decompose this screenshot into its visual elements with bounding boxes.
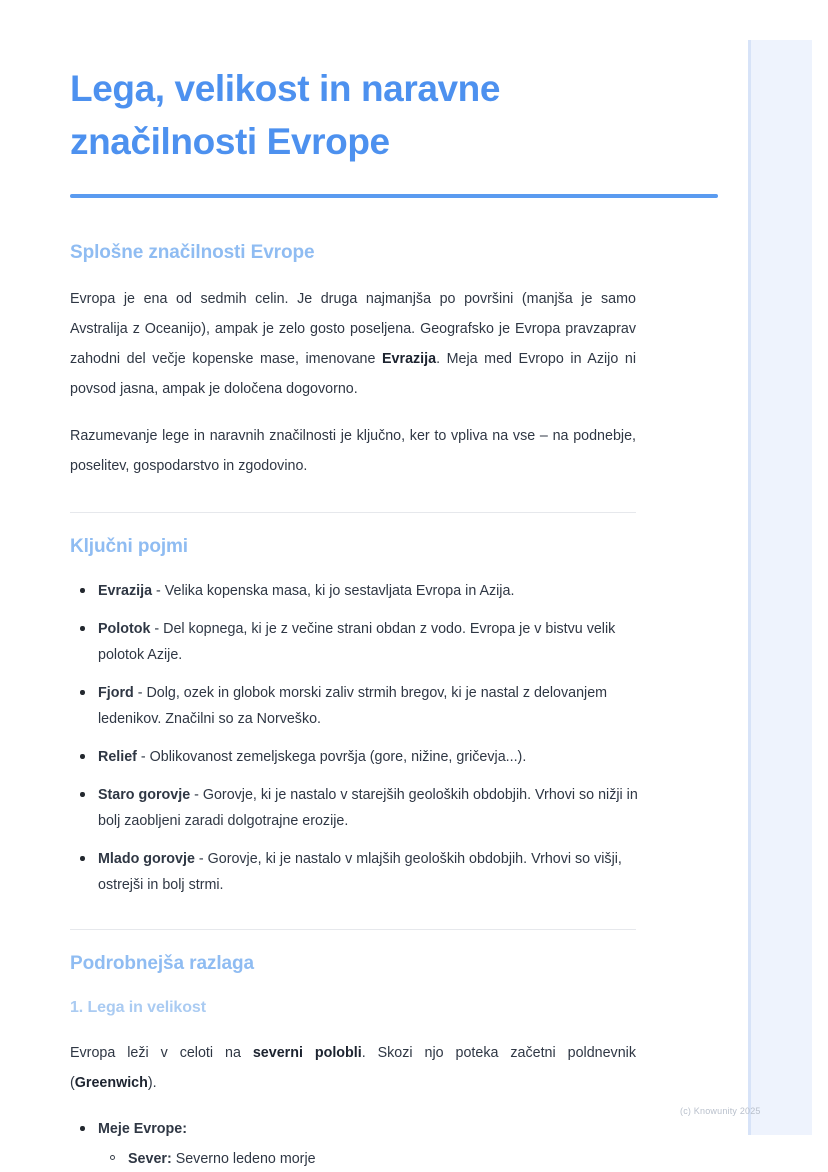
sub-term-definition: Severno ledeno morje <box>171 1151 316 1167</box>
subsection-heading-location-size: 1. Lega in velikost <box>70 999 206 1016</box>
hollow-bullet-icon <box>110 1155 115 1160</box>
section-heading-detailed: Podrobnejša razlaga <box>70 953 254 974</box>
bold-term-evrazija: Evrazija <box>382 351 437 367</box>
borders-sub-list <box>98 1146 650 1172</box>
paragraph-text: Evropa je ena od sedmih celin. Je druga najmanjša po površini (manjša je samo Avstralija z Oceanijo), ampak je zelo gosto poseljena. Geografsko je Evropa pravzaprav zahodni del večje kopenske mase, imenovane <box>70 291 636 367</box>
paragraph-general-2: Razumevanje lege in naravnih značilnosti je ključno, ker to vpliva na vse – na podnebje, poselitev, gospodarstvo in zgodovino. <box>70 428 636 474</box>
term-label: Evrazija <box>98 583 153 599</box>
term-definition: - Gorovje, ki je nastalo v mlajših geoloških obdobjih. Vrhovi so višji, ostrejši in bolj strmi. <box>98 851 622 893</box>
term-definition: - Velika kopenska masa, ki jo sestavljata Evropa in Azija. <box>152 583 515 599</box>
list-item <box>70 744 650 770</box>
term-definition: - Oblikovanost zemeljskega površja (gore, nižine, gričevja...). <box>136 749 527 765</box>
paragraph-text: . Meja med Evropo in Azijo ni povsod jasna, ampak je določena dogovorno. <box>70 351 636 397</box>
bullet-icon <box>80 626 85 631</box>
paragraph-text: ). <box>147 1075 157 1091</box>
bullet-icon <box>80 792 85 797</box>
right-side-panel[interactable] <box>748 40 812 1135</box>
borders-list <box>70 1116 650 1172</box>
term-label: Relief <box>98 749 137 765</box>
list-item <box>70 680 650 732</box>
copyright-watermark: (c) Knowunity 2025 <box>680 1106 761 1116</box>
term-definition: - Gorovje, ki je nastalo v starejših geoloških obdobjih. Vrhovi so nižji in bolj zaobljeni zaradi dolgotrajne erozije. <box>98 787 638 829</box>
paragraph-location-size <box>70 1038 636 1098</box>
term-label: Polotok <box>98 621 151 637</box>
list-item <box>70 578 650 604</box>
bullet-icon <box>80 1126 85 1131</box>
term-label: Staro gorovje <box>98 787 191 803</box>
bullet-icon <box>80 754 85 759</box>
term-definition: - Dolg, ozek in globok morski zaliv strmih bregov, ki je nastal z delovanjem ledenikov. Značilni so za Norveško. <box>98 685 608 727</box>
bold-term-severna-polobla: severni polobli <box>252 1045 362 1061</box>
paragraph-text: Evropa leži v celoti na <box>70 1045 253 1061</box>
sub-list-item <box>98 1146 650 1172</box>
bold-term-greenwich: Greenwich <box>74 1075 148 1091</box>
list-item <box>70 782 650 834</box>
bullet-icon <box>80 690 85 695</box>
key-terms-list <box>70 578 650 898</box>
paragraph-text: . Skozi njo poteka začetni poldnevnik ( <box>70 1045 636 1091</box>
list-heading-label: Meje Evrope: <box>98 1121 187 1137</box>
term-label: Fjord <box>98 685 134 701</box>
list-item <box>70 1116 650 1172</box>
term-definition: - Del kopnega, ki je z večine strani obdan z vodo. Evropa je v bistvu velik polotok Azije. <box>98 621 616 663</box>
bullet-icon <box>80 856 85 861</box>
list-item <box>70 846 650 898</box>
sub-term-label: Sever: <box>128 1151 172 1167</box>
list-item <box>70 616 650 668</box>
section-heading-general: Splošne značilnosti Evrope <box>70 242 315 263</box>
bullet-icon <box>80 588 85 593</box>
paragraph-general-1 <box>70 284 636 404</box>
page-title: Lega, velikost in naravne značilnosti Evrope <box>70 68 501 162</box>
section-heading-key-terms: Ključni pojmi <box>70 536 188 557</box>
term-label: Mlado gorovje <box>98 851 195 867</box>
